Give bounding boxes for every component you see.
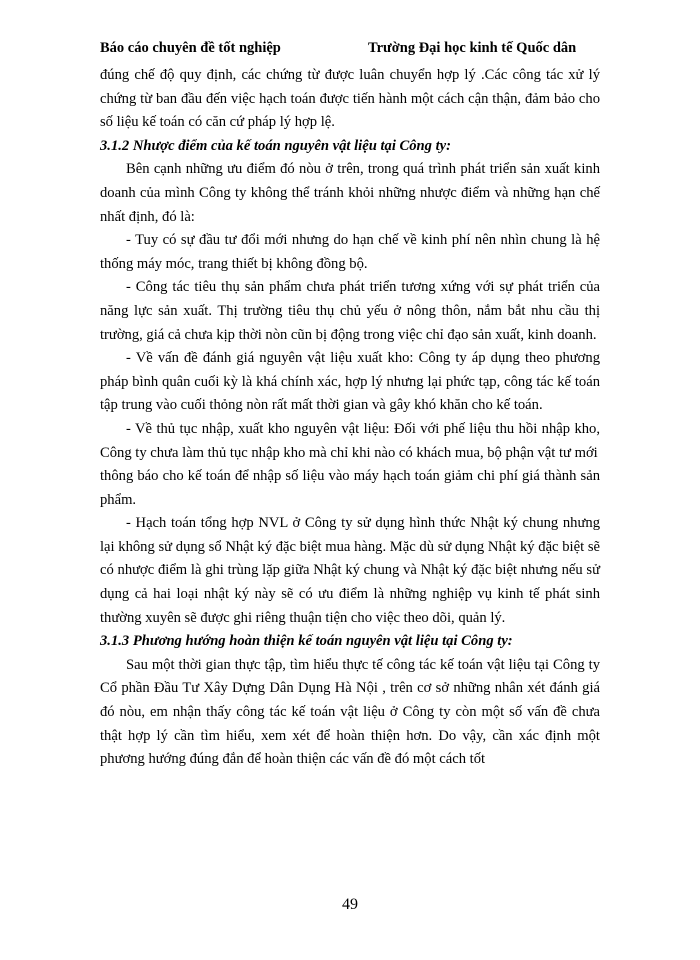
section-heading-3-1-3: 3.1.3 Phương hướng hoàn thiện kế toán nguyên vật liệu tại Công ty: <box>100 633 513 650</box>
page-header <box>100 40 600 60</box>
paragraph: Sau một thời gian thực tập, tìm hiểu thực tế công tác kế toán vật liệu tại Công ty Cổ phần Đầu Tư Xây Dựng Dân Dụng Hà Nội , trên cơ sở những nhân xét đánh giá đó nòu, em nhận thấy công tác kế toán vật liệu ở Công ty còn một số vấn đề chưa thật hợp lý cần tìm hiểu, xem xét để hoàn thiện hơn. Do vậy, cần xác định một phương hướng đúng đắn để hoàn thiện các vấn đề đó một cách tốt <box>100 656 600 768</box>
paragraph: - Về thủ tục nhập, xuất kho nguyên vật liệu: Đối với phế liệu thu hồi nhập kho, Công ty chưa làm thủ tục nhập kho mà chỉ khi nào có khách mua, bộ phận vật tư mới <box>100 420 600 461</box>
paragraph: đúng chế độ quy định, các chứng từ được luân chuyển hợp lý .Các công tác xử lý chứng từ ban đầu đến việc hạch toán được tiến hành một cách cận thận, đảm bảo cho số liệu kế toán có căn cứ pháp lý hợp lệ. <box>100 67 600 131</box>
paragraph: thông báo cho kế toán để nhập số liệu vào máy hạch toán giảm chi phí giá thành sản phẩm. <box>100 468 600 508</box>
paragraph: - Về vấn đề đánh giá nguyên vật liệu xuất kho: Công ty áp dụng theo phương pháp bình quân cuối kỳ là khá chính xác, hợp lý nhưng lại phức tạp, công tác kế toán tập trung vào cuối thỏng nòn rất mất thời gian và gây khó khăn cho kế toán. <box>100 350 600 414</box>
paragraph: Bên cạnh những ưu điểm đó nòu ở trên, trong quá trình phát triển sản xuất kinh doanh của mình Công ty không thể tránh khỏi những nhược điểm và những hạn chế nhất định, đó là: <box>100 161 600 225</box>
page-number: 49 <box>342 896 358 913</box>
page-content <box>100 64 600 772</box>
header-report-title: Báo cáo chuyên đề tốt nghiệp <box>100 40 281 56</box>
header-university: Trường Đại học kinh tế Quốc dân <box>368 40 577 56</box>
paragraph: - Tuy có sự đầu tư đổi mới nhưng do hạn chế về kinh phí nên nhìn chung là hệ thống máy móc, trang thiết bị không đồng bộ. <box>100 232 600 272</box>
paragraph: - Hạch toán tổng hợp NVL ở Công ty sử dụng hình thức Nhật ký chung nhưng lại không sử dụng sổ Nhật ký đặc biệt mua hàng. Mặc dù sử dụng Nhật ký đặc biệt sẽ có nhược điểm là ghi trùng lặp giữa Nhật ký chung và Nhật ký đặc biệt nhưng nếu sử dụng cả hai loại nhật ký này sẽ có ưu điểm là những nghiệp vụ kinh tế phát sinh thường xuyên sẽ được ghi riêng thuận tiện cho việc theo dõi, quản lý. <box>100 515 600 626</box>
paragraph: - Công tác tiêu thụ sản phẩm chưa phát triển tương xứng với sự phát triển của năng lực sản xuất. Thị trường tiêu thụ chủ yếu ở nông thôn, nắm bắt nhu cầu thị trường, giá cả chưa kịp thời nòn cũn bị động trong việc chỉ đạo sản xuất, kinh doanh. <box>100 279 600 343</box>
section-heading-3-1-2: 3.1.2 Nhược điểm của kế toán nguyên vật liệu tại Công ty: <box>100 137 452 154</box>
